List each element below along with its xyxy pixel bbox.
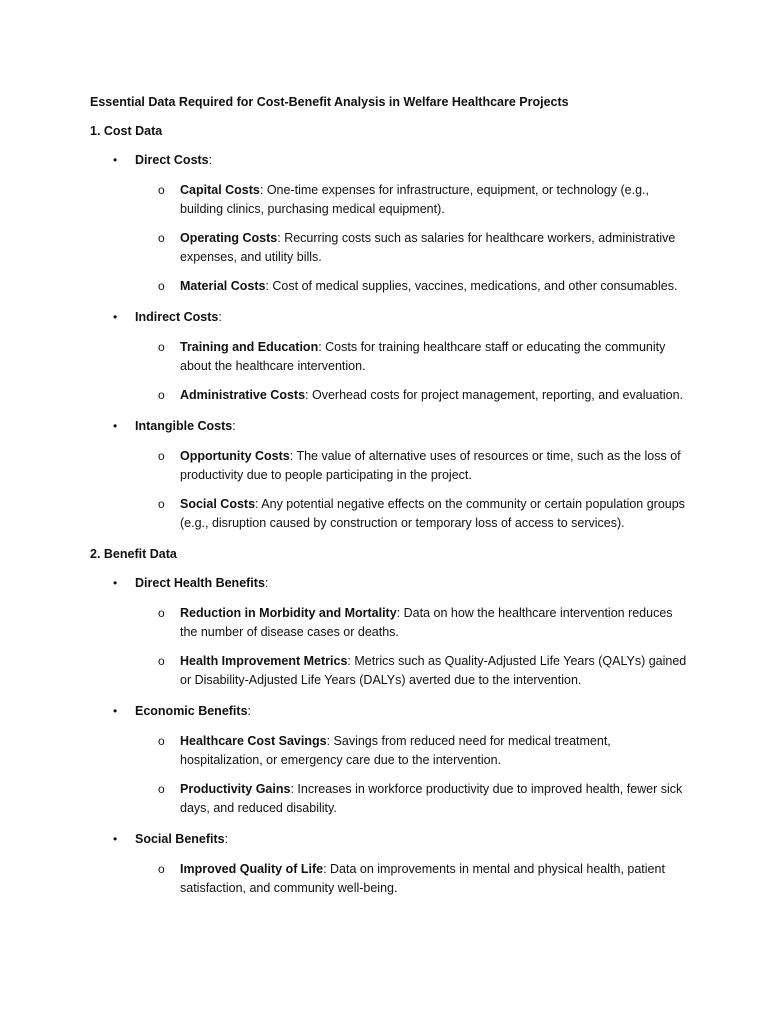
category (90, 703, 690, 818)
sub-bullet-icon: o (158, 606, 165, 620)
sections-container (90, 123, 690, 898)
item-description: : Costs for training healthcare staff or educating the community about the healthcare intervention. (180, 340, 666, 373)
item-name: Training and Education (180, 340, 319, 354)
item-description: : Metrics such as Quality-Adjusted Life Years (QALYs) gained or Disability-Adjusted Life Years (DALYs) averted due to the intervention. (180, 654, 687, 687)
item-description: : The value of alternative uses of resources or time, such as the loss of productivity due to people participating in the project. (180, 449, 681, 482)
item-description: : Recurring costs such as salaries for healthcare workers, administrative expenses, and utility bills. (180, 231, 676, 264)
category-line (90, 418, 690, 434)
item-name: Opportunity Costs (180, 449, 290, 463)
list-item (90, 338, 690, 376)
list-item (90, 732, 690, 770)
item-description: : Savings from reduced need for medical treatment, hospitalization, or emergency care due to the intervention. (180, 734, 611, 767)
item-name: Social Costs (180, 497, 256, 511)
item-name: Capital Costs (180, 183, 260, 197)
list-item (90, 495, 690, 533)
category-name: Intangible Costs (135, 419, 233, 433)
category-colon: : (218, 310, 222, 324)
sub-bullet-icon: o (158, 449, 165, 463)
bullet-icon: • (113, 310, 118, 324)
sub-bullet-icon: o (158, 782, 165, 796)
sub-bullet-icon: o (158, 340, 165, 354)
category-colon: : (232, 419, 236, 433)
list-item (90, 277, 690, 296)
category-line (90, 309, 690, 325)
item-name: Material Costs (180, 279, 266, 293)
item-name: Administrative Costs (180, 388, 306, 402)
bullet-icon: • (113, 704, 118, 718)
item-description: : Cost of medical supplies, vaccines, medications, and other consumables. (265, 279, 678, 293)
item-name: Productivity Gains (180, 782, 291, 796)
list-item (90, 447, 690, 485)
category-colon: : (224, 832, 229, 846)
bullet-icon: • (113, 419, 118, 433)
category (90, 831, 690, 898)
list-item (90, 229, 690, 267)
category-line (90, 703, 690, 719)
item-name: Health Improvement Metrics (180, 654, 348, 668)
category-line (90, 831, 690, 847)
category-name: Direct Costs (135, 153, 209, 167)
document-title: Essential Data Required for Cost-Benefit Analysis in Welfare Healthcare Projects (90, 95, 569, 109)
item-description: : Any potential negative effects on the community or certain population groups (e.g., disruption caused by construction or temporary loss of access to services). (180, 497, 685, 530)
item-name: Operating Costs (180, 231, 278, 245)
category-name: Direct Health Benefits (135, 576, 265, 590)
document-page (90, 94, 690, 911)
list-item (90, 604, 690, 642)
list-item (90, 386, 690, 405)
item-name: Healthcare Cost Savings (180, 734, 327, 748)
item-description: : Increases in workforce productivity due to improved health, fewer sick days, and reduced disability. (180, 782, 683, 815)
item-description: : One-time expenses for infrastructure, equipment, or technology (e.g., building clinics, purchasing medical equipment). (180, 183, 649, 216)
category-name: Social Benefits (135, 832, 225, 846)
sub-bullet-icon: o (158, 862, 165, 876)
list-item (90, 780, 690, 818)
bullet-icon: • (113, 832, 118, 846)
section-heading: 2. Benefit Data (90, 547, 177, 561)
item-name: Reduction in Morbidity and Mortality (180, 606, 397, 620)
category-name: Indirect Costs (135, 310, 219, 324)
category-name: Economic Benefits (135, 704, 248, 718)
category-line (90, 575, 690, 591)
item-name: Improved Quality of Life (180, 862, 324, 876)
bullet-icon: • (113, 576, 118, 590)
category-colon: : (264, 576, 269, 590)
sub-bullet-icon: o (158, 183, 165, 197)
item-description: : Data on how the healthcare intervention reduces the number of disease cases or deaths. (180, 606, 673, 639)
category-line (90, 152, 690, 168)
item-description: : Data on improvements in mental and physical health, patient satisfaction, and community well-being. (180, 862, 665, 895)
section (90, 546, 690, 898)
category (90, 418, 690, 533)
category (90, 152, 690, 296)
sub-bullet-icon: o (158, 654, 165, 668)
category-colon: : (247, 704, 252, 718)
sub-bullet-icon: o (158, 734, 165, 748)
sub-bullet-icon: o (158, 231, 165, 245)
item-description: : Overhead costs for project management, reporting, and evaluation. (305, 388, 684, 402)
sub-bullet-icon: o (158, 279, 165, 293)
list-item (90, 181, 690, 219)
list-item (90, 860, 690, 898)
category (90, 309, 690, 405)
list-item (90, 652, 690, 690)
sub-bullet-icon: o (158, 388, 165, 402)
sub-bullet-icon: o (158, 497, 165, 511)
section (90, 123, 690, 533)
category-colon: : (208, 153, 213, 167)
section-heading: 1. Cost Data (90, 124, 163, 138)
bullet-icon: • (113, 153, 118, 167)
category (90, 575, 690, 690)
